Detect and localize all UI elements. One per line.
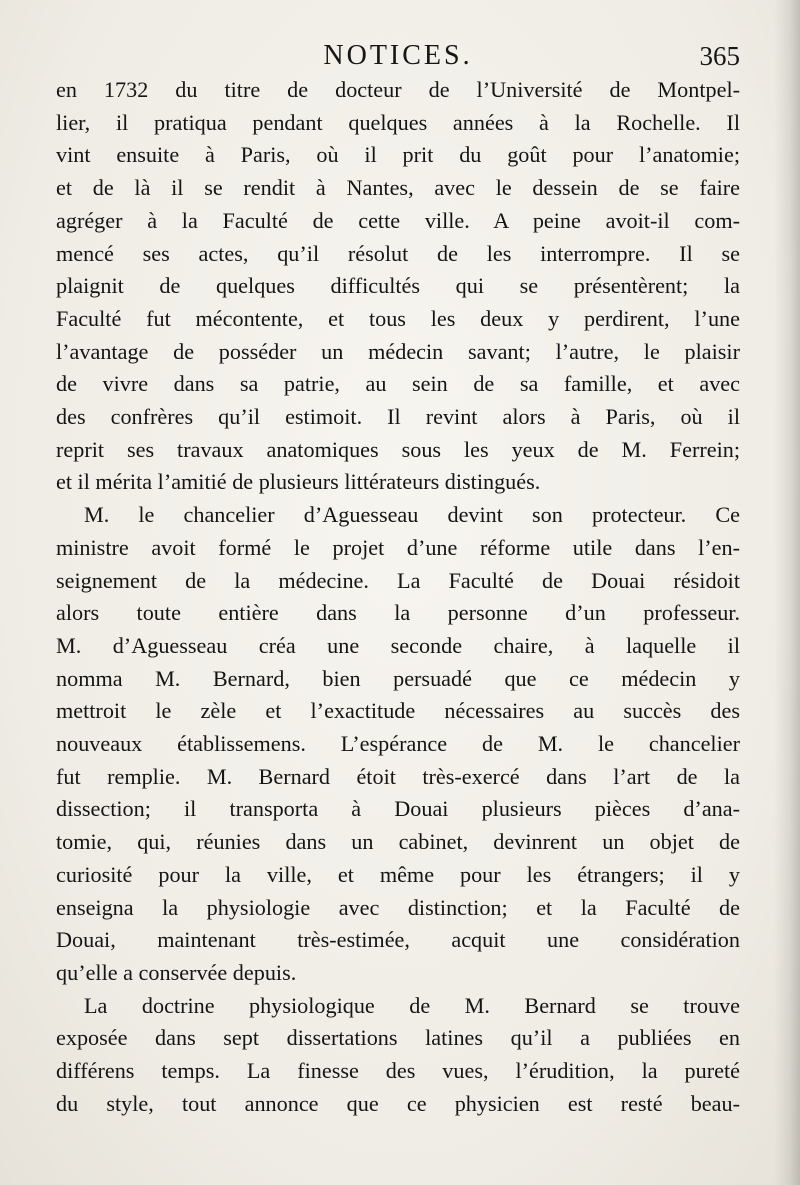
text-line: alors toute entière dans la personne d’un professeur. [56,600,740,626]
text-line: de vivre dans sa patrie, au sein de sa famille, et avec [56,371,740,397]
text-line: curiosité pour la ville, et même pour les étrangers; il y [56,861,740,887]
text-line: lier, il pratiqua pendant quelques années à la Rochelle. Il [56,109,740,135]
text-line: différens temps. La finesse des vues, l’érudition, la pureté [56,1058,740,1084]
text-line: et il mérita l’amitié de plusieurs littérateurs distingués. [56,469,541,495]
text-line: Faculté fut mécontente, et tous les deux y perdirent, l’une [56,305,740,331]
text-line: vint ensuite à Paris, où il prit du goût pour l’anatomie; [56,142,740,168]
text-line: La doctrine physiologique de M. Bernard se trouve [84,992,740,1018]
paragraph-2 [56,499,740,990]
text-line: ministre avoit formé le projet d’une réforme utile dans l’en- [56,534,740,560]
text-line: mencé ses actes, qu’il résolut de les interrompre. Il se [56,240,740,266]
text-line: des confrères qu’il estimoit. Il revint alors à Paris, où il [56,404,740,430]
text-line: et de là il se rendit à Nantes, avec le dessein de se faire [56,175,740,201]
text-line: plaignit de quelques difficultés qui se présentèrent; la [56,273,740,299]
text-line: l’avantage de posséder un médecin savant; l’autre, le plaisir [56,338,740,364]
text-line: fut remplie. M. Bernard étoit très-exercé dans l’art de la [56,763,740,789]
text-line: agréger à la Faculté de cette ville. A peine avoit-il com- [56,207,740,233]
page-header [56,34,740,78]
text-line: du style, tout annonce que ce physicien est resté beau- [56,1090,740,1116]
text-line: nomma M. Bernard, bien persuadé que ce médecin y [56,665,740,691]
text-line: enseigna la physiologie avec distinction; et la Faculté de [56,894,740,920]
text-line: exposée dans sept dissertations latines qu’il a publiées en [56,1025,740,1051]
text-line: reprit ses travaux anatomiques sous les yeux de M. Ferrein; [56,436,740,462]
paragraph-3 [56,990,740,1121]
running-title: NOTICES. [323,40,473,71]
text-line: M. le chancelier d’Aguesseau devint son protecteur. Ce [84,502,740,528]
gutter-shadow [774,0,800,1185]
text-line: Douai, maintenant très-estimée, acquit une considération [56,927,740,953]
text-line: dissection; il transporta à Douai plusieurs pièces d’ana- [56,796,740,822]
text-line: nouveaux établissemens. L’espérance de M. le chancelier [56,731,740,757]
paragraph-1 [56,74,740,499]
page-number: 365 [699,41,740,71]
text-line: mettroit le zèle et l’exactitude nécessaires au succès des [56,698,740,724]
text-line: tomie, qui, réunies dans un cabinet, devinrent un objet de [56,829,740,855]
text-line: M. d’Aguesseau créa une seconde chaire, à laquelle il [56,632,740,658]
text-line: seignement de la médecine. La Faculté de Douai résidoit [56,567,740,593]
text-line: en 1732 du titre de docteur de l’Université de Montpel- [56,77,740,102]
text-line: qu’elle a conservée depuis. [56,959,297,985]
body-text [56,74,740,1121]
